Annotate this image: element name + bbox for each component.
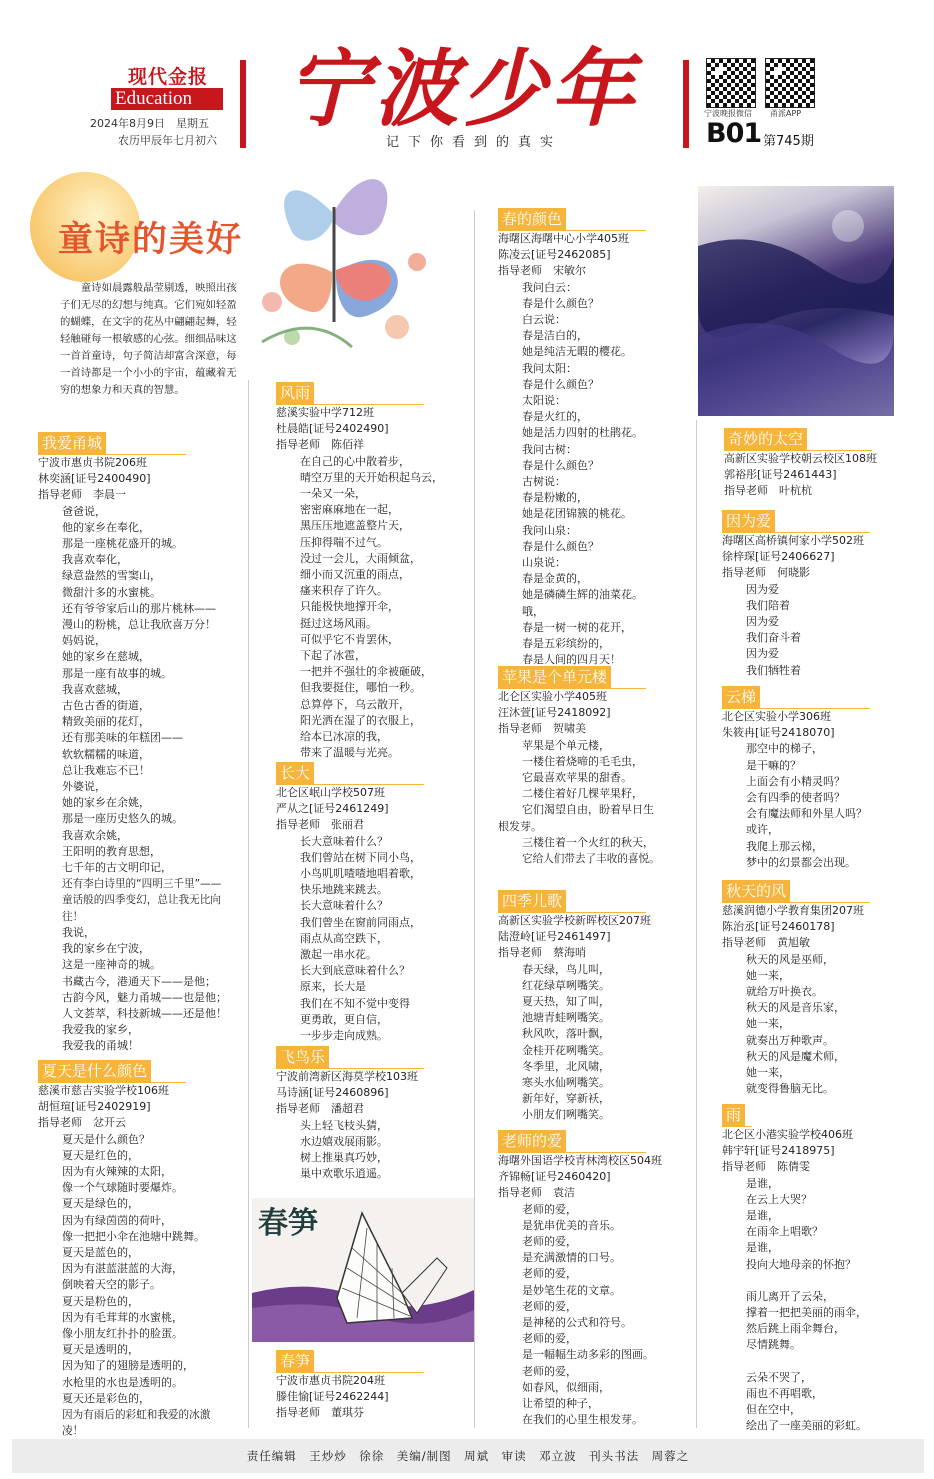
author: 陆澄岭[证号2461497] xyxy=(498,930,611,944)
poem-line: 倒映着天空的影子。 xyxy=(62,1278,161,1292)
qr-label: 甬派APP xyxy=(770,109,802,118)
poem-line: 更勇敢，更自信， xyxy=(300,1012,388,1026)
poem-line: 我的家乡在宁波， xyxy=(62,942,150,956)
poem-line: 他的家乡在奉化， xyxy=(62,520,150,534)
poem-line: 但在空中， xyxy=(746,1403,801,1417)
author: 滕佳愉[证号2462244] xyxy=(276,1390,389,1404)
poem-line: 秋天的风是巫师， xyxy=(746,952,834,966)
poem-line: 她是磷磷生辉的油菜花。 xyxy=(522,588,643,602)
teacher: 指导老师 袁洁 xyxy=(498,1186,575,1200)
poem-line: 她的家乡在余姚， xyxy=(62,796,150,810)
author: 严从之[证号2461249] xyxy=(276,802,389,816)
poem-line: 夏天热，知了叫， xyxy=(522,995,610,1009)
author: 汪沐萱[证号2418092] xyxy=(498,706,611,720)
poem-line: 长大意味着什么？ xyxy=(300,834,388,848)
poem-line: 总让我难忘不已！ xyxy=(62,763,150,777)
poem-line: 那是一座桃花盛开的城。 xyxy=(62,537,183,551)
credits-footer: 责任编辑 王炒炒 徐徐 美编/制图 周斌 审读 邓立波 刊头书法 周蓉之 xyxy=(12,1439,924,1473)
poem-line: 我说， xyxy=(62,925,95,939)
poem-line: 古韵今风，魅力甬城——也是他； xyxy=(62,990,227,1004)
school: 北仑区实验小学306班 xyxy=(722,710,831,723)
poem-line: 它们渴望自由，盼着早日生 xyxy=(522,803,654,817)
poem-line: 春是五彩缤纷的， xyxy=(522,637,610,651)
poem-line: 老师的爱， xyxy=(522,1235,577,1249)
teacher: 指导老师 忿开云 xyxy=(38,1116,126,1130)
poem-line: 我问古树： xyxy=(522,442,577,456)
section-title: 秋天的风 xyxy=(722,880,790,902)
poem-line: 我们在不知不觉中变得 xyxy=(300,996,410,1010)
section-title: 夏天是什么颜色 xyxy=(38,1060,151,1082)
poem-line: 我问山泉： xyxy=(522,523,577,537)
poem-chunsun xyxy=(276,1350,466,1422)
poem-line: 它最喜欢苹果的甜香。 xyxy=(522,771,632,785)
school: 北仑区小港实验学校406班 xyxy=(722,1128,853,1141)
poem-line: 她一来， xyxy=(746,968,790,982)
artwork-calligraphy: 春笋 xyxy=(258,1206,318,1241)
poem-line: 会有四季的使者吗？ xyxy=(746,791,845,805)
school: 宁波市惠贞书院206班 xyxy=(38,456,147,469)
poem-line: 激起一串水花。 xyxy=(300,948,377,962)
poem-line: 她是活力四射的杜鹃花。 xyxy=(522,426,643,440)
poem-yunti xyxy=(722,686,912,871)
school: 慈溪润德小学教育集团207班 xyxy=(722,904,864,917)
poem-line: 软软糯糯的味道， xyxy=(62,747,150,761)
poem-line: 因为爱 xyxy=(746,582,779,596)
qr-label: 宁波晚报微信 xyxy=(704,109,752,118)
author: 韩宇轩[证号2418975] xyxy=(722,1144,835,1158)
poem-line: 还有李白诗里的“四明三千里”—— xyxy=(62,878,222,891)
poem-line: 晴空万里的天开始积起乌云， xyxy=(300,470,443,484)
poem-line: 它给人们带去了丰收的喜悦。 xyxy=(522,853,660,866)
poem-line: 因为有绿茵茵的荷叶， xyxy=(62,1213,172,1227)
poem-line: 可似乎它不肯罢休， xyxy=(300,632,399,646)
poem-line: 精致美丽的花灯， xyxy=(62,715,150,729)
poem-line: 雨点从高空跌下， xyxy=(300,931,388,945)
poem-line: 快乐地跳来跳去。 xyxy=(300,883,388,897)
poem-qimiao xyxy=(724,428,914,500)
author: 陈治丞[证号2460178] xyxy=(722,920,835,934)
poem-line: 绿意盎然的雪窦山， xyxy=(62,569,161,583)
column-divider xyxy=(696,420,697,1428)
section-title: 长大 xyxy=(276,762,314,784)
poem-line: 因为有毛茸茸的水蜜桃， xyxy=(62,1310,183,1324)
poem-line: 我喜欢余姚， xyxy=(62,828,128,842)
teacher: 指导老师 叶杭杭 xyxy=(724,484,812,498)
poem-line: 书藏古今，港通天下——是他； xyxy=(62,974,216,988)
poem-line: 瘙来积存了许久。 xyxy=(300,584,388,598)
teacher: 指导老师 蔡海哨 xyxy=(498,946,586,960)
poem-line: 哦， xyxy=(522,604,544,618)
poem-line: 长大意味着什么？ xyxy=(300,899,388,913)
section-title: 四季儿歌 xyxy=(498,890,566,912)
poem-line: 在我们的心里生根发芽。 xyxy=(522,1413,643,1427)
teacher: 指导老师 陈倩雯 xyxy=(722,1160,810,1174)
lunar-date: 农历甲辰年七月初六 xyxy=(118,134,217,147)
author: 徐梓琛[证号2406627] xyxy=(722,550,835,564)
poem-line: 夏天是什么颜色？ xyxy=(62,1132,150,1146)
poem-line: 她一来， xyxy=(746,1017,790,1031)
author: 陈凌云[证号2462085] xyxy=(498,248,611,262)
poem-line: 水边嬉戏展雨影。 xyxy=(300,1134,388,1148)
poem-line: 古色古香的街道， xyxy=(62,699,150,713)
poem-line: 像一个气球随时要爆炸。 xyxy=(62,1181,183,1195)
poem-line: 水枪里的水也是透明的。 xyxy=(62,1375,183,1389)
poem-line: 我们曾站在树下同小鸟， xyxy=(300,850,421,864)
poem-line: 阳光洒在湿了的衣服上， xyxy=(300,713,421,727)
date: 2024年8月9日 星期五 xyxy=(90,117,209,130)
poem-line: 然后跳上雨伞舞台， xyxy=(746,1322,845,1336)
poem-line: 或许， xyxy=(746,823,779,837)
teacher: 指导老师 董琪芬 xyxy=(276,1406,364,1420)
header-divider-left xyxy=(240,60,246,148)
poem-line: 老师的爱， xyxy=(522,1299,577,1313)
poem-line: 那是一座有故事的城。 xyxy=(62,666,172,680)
poem-line: 让希望的种子， xyxy=(522,1397,599,1411)
poem-line: 童话般的四季变幻，总让我无比向往！ xyxy=(62,894,221,923)
poem-line: 梦中的幻景都会出现。 xyxy=(746,855,856,869)
poem-line: 如春风，似细雨， xyxy=(522,1380,610,1394)
poem-line: 春是什么颜色？ xyxy=(522,296,599,310)
poem-line: 春是什么颜色？ xyxy=(522,458,599,472)
poem-line: 夏天是绿色的， xyxy=(62,1197,139,1211)
poem-line: 她是花团锦簇的桃花。 xyxy=(522,507,632,521)
poem-line: 一楼住着烧啼的毛毛虫， xyxy=(522,754,643,768)
school: 宁波前湾新区海莫学校103班 xyxy=(276,1070,418,1083)
poem-line: 雨也不再唱歌， xyxy=(746,1386,823,1400)
poem-laoshi xyxy=(498,1130,680,1428)
poem-line: 春是洁白的， xyxy=(522,329,588,343)
teacher: 指导老师 潘超君 xyxy=(276,1102,364,1116)
school: 慈溪市慈吉实验学校106班 xyxy=(38,1084,169,1097)
poem-line: 人文荟萃，科技新城——还是他！ xyxy=(62,1006,227,1020)
author: 胡恒瑄[证号2402919] xyxy=(38,1100,151,1114)
column-divider xyxy=(474,210,475,1428)
poem-line: 我们牺牲着 xyxy=(746,663,801,677)
poem-line: 王阳明的教育思想， xyxy=(62,844,161,858)
poem-line: 在自己的心中散着步， xyxy=(300,454,410,468)
poem-line: 还有爷爷家后山的那片桃林—— xyxy=(62,601,216,615)
school: 海曙外国语学校青林湾校区504班 xyxy=(498,1154,662,1167)
poem-line: 因为有火辣辣的太阳， xyxy=(62,1165,172,1179)
butterfly-illustration xyxy=(232,152,442,352)
teacher: 指导老师 李晨一 xyxy=(38,488,126,502)
poem-line xyxy=(722,1273,912,1289)
poem-line: 我问白云： xyxy=(522,280,577,294)
poem-line: 夏天是透明的， xyxy=(62,1343,139,1357)
poem-line: 因为有雨后的彩虹和我爱的冰激凌！ xyxy=(62,1409,211,1438)
qr-code-icon xyxy=(706,58,756,108)
poem-line: 一把并不强壮的伞被砸破， xyxy=(300,665,432,679)
poem-line: 是干嘛的？ xyxy=(746,758,801,772)
poem-line: 是犹串优美的音乐。 xyxy=(522,1218,621,1232)
poem-line: 春是金黄的， xyxy=(522,572,588,586)
section-title: 雨 xyxy=(722,1104,745,1126)
section-title: 风雨 xyxy=(276,382,314,404)
poem-line: 还有那美味的年糕团—— xyxy=(62,731,183,745)
school: 北仑区岷山学校507班 xyxy=(276,786,385,799)
school: 海曙区海曙中心小学405班 xyxy=(498,232,629,245)
section-title: 我爱甬城 xyxy=(38,432,106,454)
poem-line: 是神秘的公式和符号。 xyxy=(522,1316,632,1330)
poem-yinwei xyxy=(722,510,912,679)
poem-line: 原来，长大是 xyxy=(300,980,366,994)
poem-line: 巢中欢歌乐逍遥。 xyxy=(300,1167,388,1181)
space-painting xyxy=(698,186,894,416)
poem-line: 我问太阳： xyxy=(522,361,577,375)
poem-changda xyxy=(276,762,466,1044)
poem-line: 夏天还是彩色的， xyxy=(62,1391,150,1405)
poem-line: 会有魔法师和外星人吗？ xyxy=(746,807,867,821)
poem-line: 夏天是红色的， xyxy=(62,1148,139,1162)
poem-line: 我喜欢慈城， xyxy=(62,682,128,696)
poem-line: 是妙笔生花的文章。 xyxy=(522,1283,621,1297)
teacher: 指导老师 贺啸美 xyxy=(498,722,586,736)
poem-line: 苹果是个单元楼， xyxy=(522,738,610,752)
author: 郭裕彤[证号2461443] xyxy=(724,468,837,482)
section-title: 奇妙的太空 xyxy=(724,428,807,450)
poem-line: 外婆说， xyxy=(62,780,106,794)
section-title: 春笋 xyxy=(276,1350,314,1372)
poem-line: 密密麻麻地在一起， xyxy=(300,503,399,517)
school: 高新区实验学校新晖校区207班 xyxy=(498,914,651,927)
poem-line: 没过一会儿，大雨倾盆， xyxy=(300,551,421,565)
poem-line: 三楼住着一个火红的秋天， xyxy=(522,835,654,849)
poem-line: 只能极快地撑开伞， xyxy=(300,600,399,614)
poem-line: 春是什么颜色？ xyxy=(522,377,599,391)
poem-line: 就变得鲁脑无比。 xyxy=(746,1082,834,1096)
tagline: 记下你看到的真实 xyxy=(386,135,563,150)
poem-line: 是谁， xyxy=(746,1241,779,1255)
poem-line xyxy=(722,1354,912,1370)
school: 宁波市惠贞书院204班 xyxy=(276,1374,385,1387)
poem-line: 金桂开花咧嘴笑。 xyxy=(522,1043,610,1057)
author: 朱筱冉[证号2418070] xyxy=(722,726,835,740)
poem-line: 压抑得喘不过气。 xyxy=(300,535,388,549)
poem-line: 红花绿草咧嘴笑。 xyxy=(522,978,610,992)
poem-line: 我们陪着 xyxy=(746,598,790,612)
poem-line: 春是粉嫩的， xyxy=(522,491,588,505)
issue-number: 第745期 xyxy=(763,134,814,149)
poem-line: 就奏出万种歌声。 xyxy=(746,1033,834,1047)
poem-line: 我爬上那云梯， xyxy=(746,839,823,853)
poem-line: 那是一座历史悠久的城。 xyxy=(62,812,183,826)
poem-line: 我爱我的家乡， xyxy=(62,1023,139,1037)
poem-line: 妈妈说， xyxy=(62,634,106,648)
poem-woai xyxy=(38,432,228,1055)
section-title: 云梯 xyxy=(722,686,760,708)
section-title: 老师的爱 xyxy=(498,1130,566,1152)
poem-line: 春是什么颜色？ xyxy=(522,539,599,553)
poem-line: 山泉说： xyxy=(522,556,566,570)
poem-line: 像一把把小伞在池塘中跳舞。 xyxy=(62,1229,205,1243)
poem-line: 我爱我的甬城！ xyxy=(62,1039,139,1053)
poem-line: 挺过这场风雨。 xyxy=(300,616,377,630)
poem-line: 像小朋友红扑扑的脸蛋。 xyxy=(62,1327,183,1341)
poem-line: 秋天的风是音乐家， xyxy=(746,1001,845,1015)
poem-line: 春是人间的四月天！ xyxy=(522,653,621,667)
poem-xiatian xyxy=(38,1060,228,1439)
poem-line: 老师的爱， xyxy=(522,1364,577,1378)
poem-line: 夏天是粉色的， xyxy=(62,1294,139,1308)
poem-line: 因为知了的翅膀是透明的， xyxy=(62,1359,194,1373)
author: 马诗涵[证号2460896] xyxy=(276,1086,389,1100)
section-title: 苹果是个单元楼 xyxy=(498,666,611,688)
poem-line: 池塘青蛙咧嘴笑。 xyxy=(522,1011,610,1025)
poem-line: 老师的爱， xyxy=(522,1202,577,1216)
poem-line: 春是火红的， xyxy=(522,410,588,424)
poem-line: 微甜汁多的水蜜桃。 xyxy=(62,585,161,599)
page-number: B01 xyxy=(706,118,762,149)
poem-line: 绘出了一座美丽的彩虹。 xyxy=(746,1419,867,1433)
poem-line: 古树说： xyxy=(522,475,566,489)
teacher: 指导老师 张丽君 xyxy=(276,818,364,832)
poem-chunde xyxy=(498,208,680,668)
poem-line: 是充满激情的口号。 xyxy=(522,1251,621,1265)
poem-line: 她是纯洁无暇的樱花。 xyxy=(522,345,632,359)
poem-fengyu xyxy=(276,382,466,761)
poem-line: 那空中的梯子， xyxy=(746,742,823,756)
school: 高新区实验学校朝云校区108班 xyxy=(724,452,877,465)
poem-line: 夏天是蓝色的， xyxy=(62,1246,139,1260)
poem-yu xyxy=(722,1104,912,1434)
header-divider-right xyxy=(683,60,689,148)
poem-line: 投向大地母亲的怀抱？ xyxy=(746,1257,856,1271)
teacher: 指导老师 何晓影 xyxy=(722,566,810,580)
poem-line: 上面会有小精灵吗？ xyxy=(746,774,845,788)
poem-line: 小鸟叽叽喳喳地唱着歌， xyxy=(300,867,421,881)
poem-line: 是谁， xyxy=(746,1209,779,1223)
poem-line: 但我要挺住，哪怕一秒。 xyxy=(300,681,421,695)
poem-line: 一朵又一朵， xyxy=(300,487,366,501)
poem-line: 漫山的粉桃，总让我欣喜万分！ xyxy=(62,618,216,632)
poem-line: 云朵不哭了， xyxy=(746,1370,812,1384)
school: 海曙区高桥镇何家小学502班 xyxy=(722,534,864,547)
masthead: 宁波少年 xyxy=(286,39,639,138)
intro-paragraph: 童诗如晨露般晶莹剔透，映照出孩子们无尽的幻想与纯真。它们宛如轻盈的蝴蝶，在文字的花丛中翩翩起舞，轻轻触碰每一根敏感的心弦。细细品味这一首首童诗，句子简洁却富含深意，每一首诗都是一个小小的宇宙，蕴藏着无穷的想象力和天真的智慧。 xyxy=(60,282,237,396)
school: 北仑区实验小学405班 xyxy=(498,690,607,703)
poem-line: 尽情跳舞。 xyxy=(746,1338,801,1352)
poem-line: 就给万叶换衣。 xyxy=(746,985,823,999)
brand-education: Education xyxy=(111,88,223,110)
poem-line: 太阳说： xyxy=(522,394,566,408)
poem-line: 一步步走向成熟。 xyxy=(300,1029,388,1043)
poem-line: 因为有湛蓝湛蓝的大海， xyxy=(62,1262,183,1276)
poem-line: 黑压压地遮盖整片天， xyxy=(300,519,410,533)
poem-line: 总算停下，乌云散开， xyxy=(300,697,410,711)
poem-line: 带来了温暖与光亮。 xyxy=(300,746,399,760)
poem-line: 是一幅幅生动多彩的图画。 xyxy=(522,1348,654,1362)
poem-line: 老师的爱， xyxy=(522,1267,577,1281)
qr-code-icon xyxy=(765,58,815,108)
poem-line: 是谁， xyxy=(746,1176,779,1190)
poem-line: 老师的爱， xyxy=(522,1332,577,1346)
poem-line: 她的家乡在慈城， xyxy=(62,650,150,664)
poem-line: 长大到底意味着什么？ xyxy=(300,964,410,978)
school: 慈溪实验中学712班 xyxy=(276,406,374,419)
poem-line: 撑着一把把美丽的雨伞， xyxy=(746,1306,867,1320)
section-title: 春的颜色 xyxy=(498,208,566,230)
poem-pingguo xyxy=(498,666,680,867)
poem-line: 树上推巢真巧妙， xyxy=(300,1151,388,1165)
poem-line: 寒头水仙咧嘴笑。 xyxy=(522,1076,610,1090)
teacher: 指导老师 陈佰祥 xyxy=(276,438,364,452)
teacher: 指导老师 黄旭敏 xyxy=(722,936,810,950)
feature-title: 童诗的美好 xyxy=(58,220,244,260)
poem-line: 头上轻飞枝头猜， xyxy=(300,1118,388,1132)
poem-line: 在云上大哭？ xyxy=(746,1192,812,1206)
brand-chinese: 现代金报 xyxy=(128,66,209,88)
poem-line: 细小而又沉重的雨点， xyxy=(300,568,410,582)
column-divider xyxy=(248,380,249,1428)
poem-feiniao xyxy=(276,1046,466,1182)
poem-line: 秋风吹，落叶飘， xyxy=(522,1027,610,1041)
poem-line: 给本已冰凉的我， xyxy=(300,730,388,744)
section-title: 飞鸟乐 xyxy=(276,1046,329,1068)
poem-line: 冬季里，北风啸， xyxy=(522,1059,610,1073)
poem-qiutian xyxy=(722,880,912,1097)
poem-line: 春是一树一树的花开， xyxy=(522,620,632,634)
poem-line: 因为爱 xyxy=(746,647,779,661)
poem-line: 我们奋斗着 xyxy=(746,631,801,645)
poem-line: 秋天的风是魔术师， xyxy=(746,1049,845,1063)
poem-line: 我喜欢奉化， xyxy=(62,553,128,567)
poem-line: 七千年的古文明印记， xyxy=(62,861,172,875)
author: 林奕涵[证号2400490] xyxy=(38,472,151,486)
poem-line: 我们曾坐在窗前同雨点， xyxy=(300,915,421,929)
poem-line: 根发芽。 xyxy=(498,819,542,833)
teacher: 指导老师 宋敏尔 xyxy=(498,264,586,278)
poem-line: 二楼住着好几棵苹果籽， xyxy=(522,787,643,801)
poem-line: 新年好，穿新袄， xyxy=(522,1092,610,1106)
poem-line: 在雨伞上唱歌？ xyxy=(746,1225,823,1239)
author: 杜晨皓[证号2402490] xyxy=(276,422,389,436)
author: 齐锦畅[证号2460420] xyxy=(498,1170,611,1184)
poem-line: 小朋友们咧嘴笑。 xyxy=(522,1108,610,1122)
poem-line: 下起了冰雹， xyxy=(300,649,366,663)
poem-line: 因为爱 xyxy=(746,615,779,629)
poem-line: 春天绿，鸟儿叫， xyxy=(522,962,610,976)
poem-line: 白云说： xyxy=(522,313,566,327)
poem-line: 爸爸说， xyxy=(62,504,106,518)
poem-siji xyxy=(498,890,680,1124)
poem-line: 雨儿离开了云朵， xyxy=(746,1289,834,1303)
section-title: 因为爱 xyxy=(722,510,775,532)
poem-line: 她一来， xyxy=(746,1066,790,1080)
poem-line: 这是一座神奇的城。 xyxy=(62,958,161,972)
